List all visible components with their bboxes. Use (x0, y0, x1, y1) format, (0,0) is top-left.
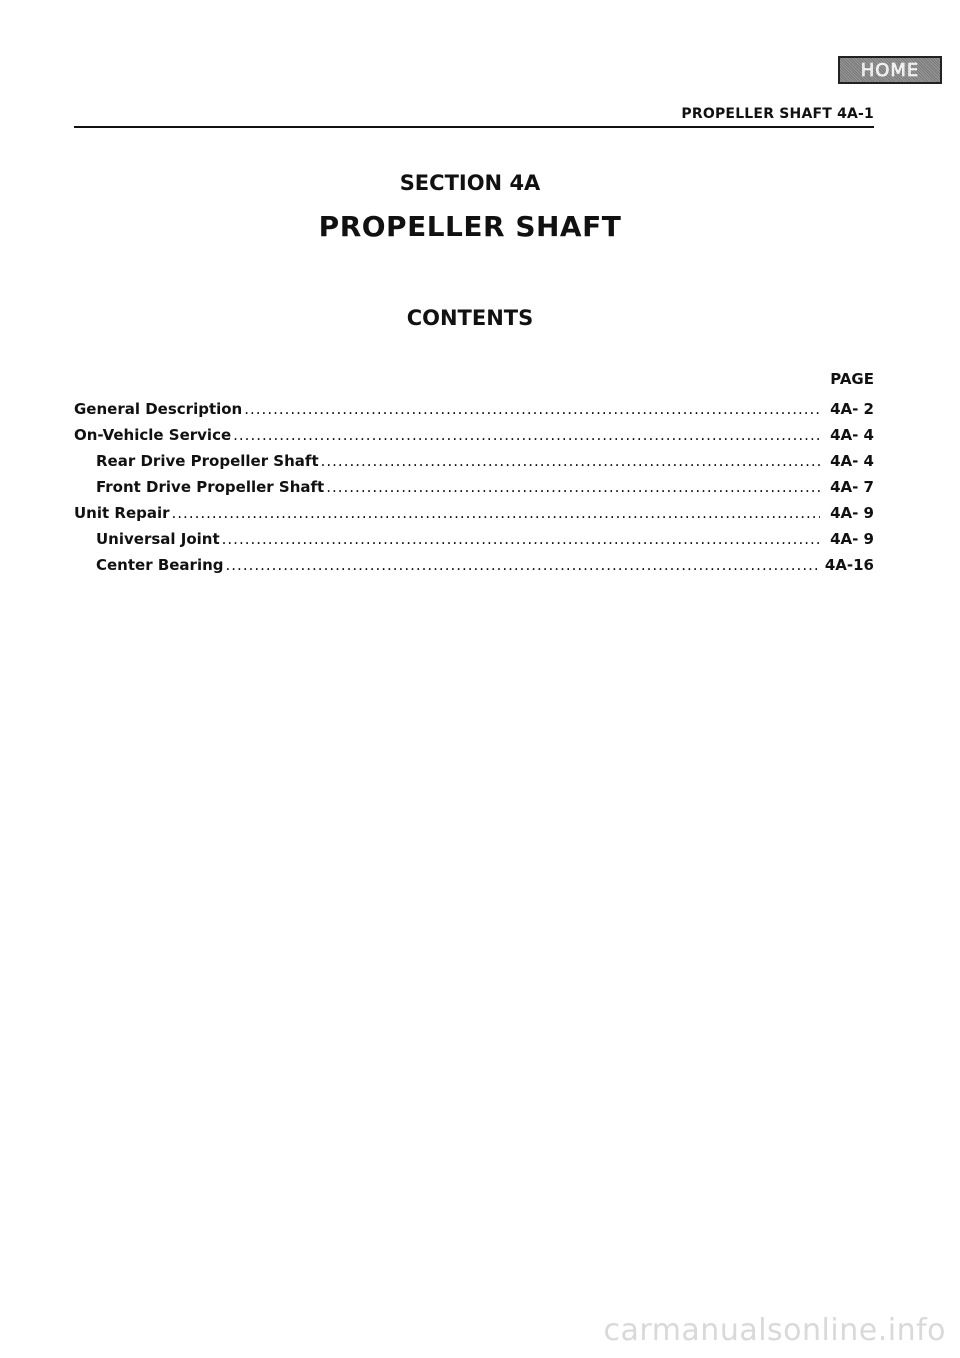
toc-entry-title: On-Vehicle Service (74, 426, 232, 444)
home-button-label: HOME (860, 59, 920, 81)
toc-entry-page: 4A- 9 (830, 504, 874, 522)
toc-entry-general-description[interactable] (74, 400, 874, 426)
toc-entry-page: 4A-16 (824, 556, 874, 574)
toc-entry-title: Center Bearing (96, 556, 224, 574)
dot-leader (226, 556, 820, 574)
page-title: PROPELLER SHAFT (318, 210, 622, 243)
dot-leader (172, 504, 820, 522)
toc-entry-title: Unit Repair (74, 504, 170, 522)
header-divider (74, 126, 874, 128)
toc-entry-page: 4A- 4 (830, 426, 874, 444)
site-watermark: carmanualsonline.info (603, 1313, 946, 1348)
toc-entry-page: 4A- 7 (830, 478, 874, 496)
dot-leader (222, 530, 820, 548)
section-label: SECTION 4A (399, 171, 541, 195)
toc-entry-title: Front Drive Propeller Shaft (96, 478, 325, 496)
toc-entry-on-vehicle-service[interactable] (74, 426, 874, 452)
home-button[interactable] (838, 56, 942, 84)
dot-leader (233, 426, 820, 444)
toc-entry-unit-repair[interactable] (74, 504, 874, 530)
toc-entry-universal-joint[interactable] (74, 530, 874, 556)
dot-leader (326, 478, 820, 496)
toc-entry-front-drive-propeller-shaft[interactable] (74, 478, 874, 504)
dot-leader (321, 452, 820, 470)
page-column-label: PAGE (830, 370, 874, 388)
toc-entry-rear-drive-propeller-shaft[interactable] (74, 452, 874, 478)
toc-entry-page: 4A- 4 (830, 452, 874, 470)
toc-entry-page: 4A- 9 (830, 530, 874, 548)
toc-entry-title: Universal Joint (96, 530, 220, 548)
dot-leader (244, 400, 820, 418)
toc-entry-page: 4A- 2 (830, 400, 874, 418)
toc-entry-center-bearing[interactable] (74, 556, 874, 582)
running-header: PROPELLER SHAFT 4A-1 (681, 106, 874, 122)
toc-entry-title: General Description (74, 400, 243, 418)
table-of-contents (74, 400, 874, 582)
contents-heading: CONTENTS (406, 306, 534, 330)
toc-entry-title: Rear Drive Propeller Shaft (96, 452, 319, 470)
